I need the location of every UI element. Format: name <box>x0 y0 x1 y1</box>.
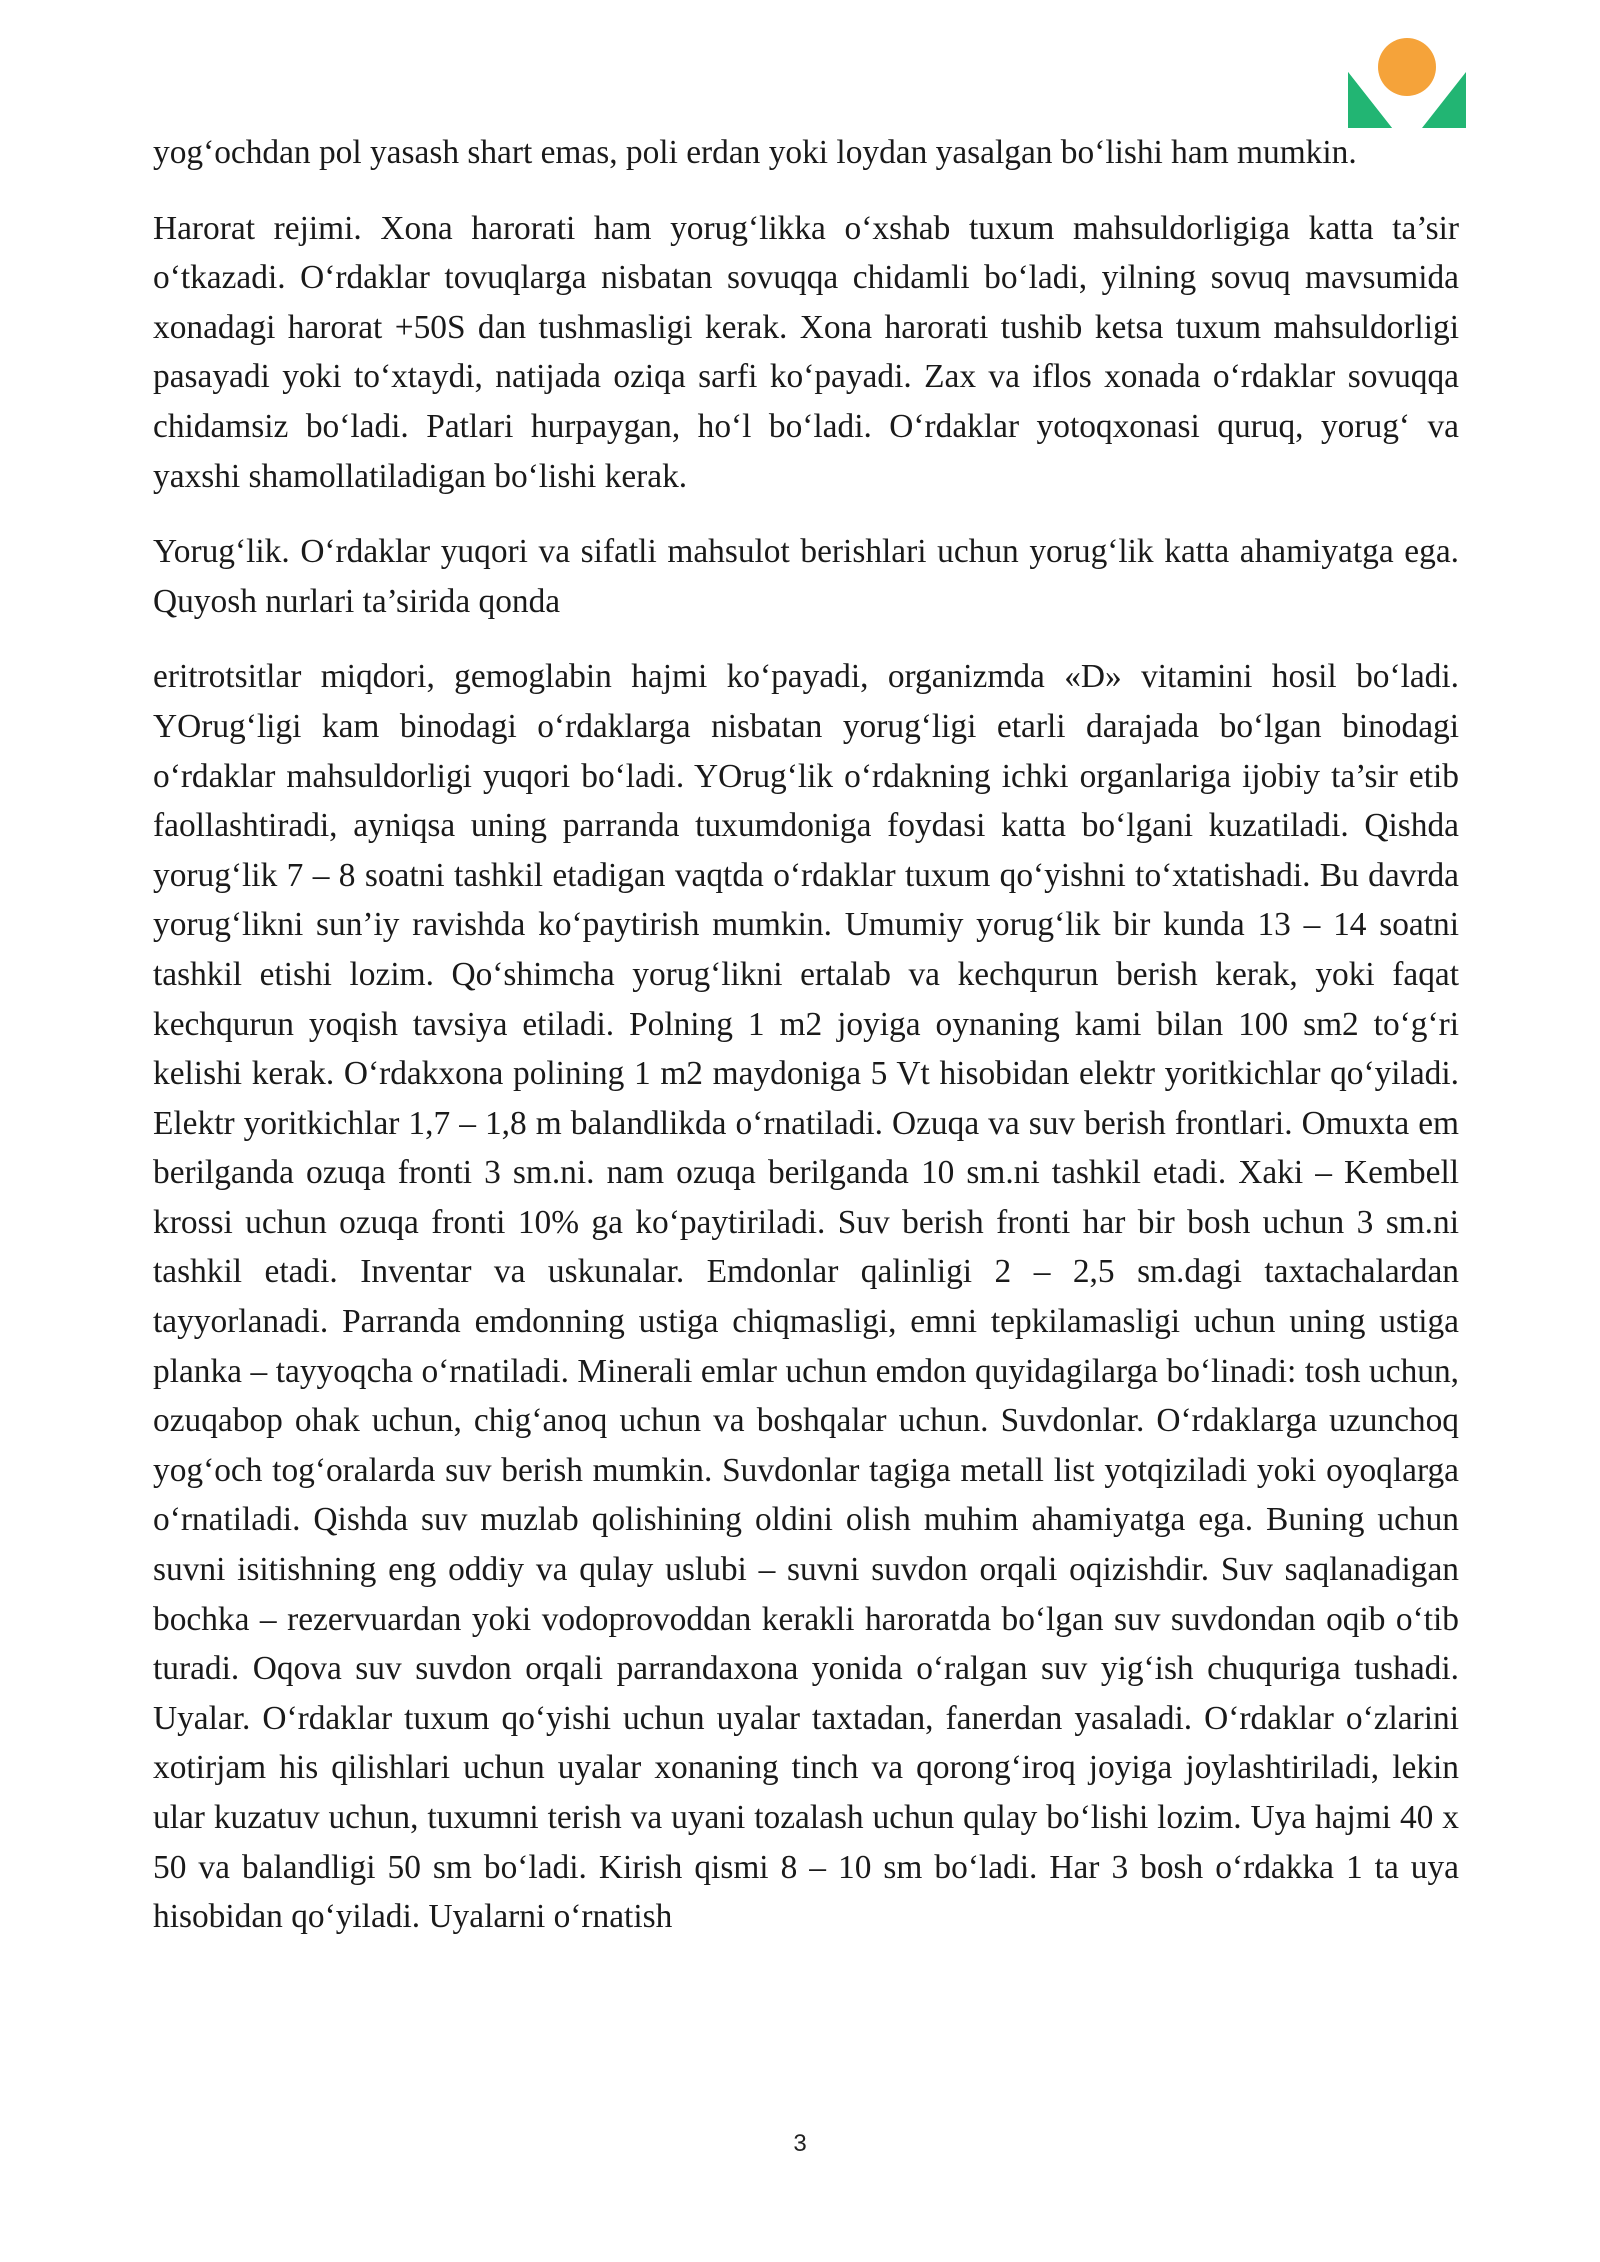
paragraph: yog‘ochdan pol yasash shart emas, poli erdan yoki loydan yasalgan bo‘lishi ham mumkin. <box>153 134 1357 171</box>
paragraph: Yorug‘lik. O‘rdaklar yuqori va sifatli mahsulot berishlari uchun yorug‘lik katta ahamiyatga ega. Quyosh nurlari ta’sirida qonda <box>153 533 1459 620</box>
sun-over-valley-logo-icon <box>1348 34 1466 128</box>
document-body <box>153 128 1459 1968</box>
page-number: 3 <box>793 2130 807 2157</box>
paragraph: Harorat rejimi. Xona harorati ham yorug‘likka o‘xshab tuxum mahsuldorligiga katta ta’sir o‘tkazadi. O‘rdaklar tovuqlarga nisbatan sovuqqa chidamli bo‘ladi, yilning sovuq mavsumida xonadagi harorat +50S dan tushmasligi kerak. Xona harorati tushib ketsa tuxum mahsuldorligi pasayadi yoki to‘xtaydi, natijada oziqa sarfi ko‘payadi. Zax va iflos xonada o‘rdaklar sovuqqa chidamsiz bo‘ladi. Patlari hurpaygan, ho‘l bo‘ladi. O‘rdaklar yotoqxonasi quruq, yorug‘ va yaxshi shamollatiladigan bo‘lishi kerak. <box>153 209 1459 495</box>
paragraph: eritrotsitlar miqdori, gemoglabin hajmi ko‘payadi, organizmda «D» vitamini hosil bo‘ladi. YOrug‘ligi kam binodagi o‘rdaklarga nisbatan yorug‘ligi etarli darajada bo‘lgan binodagi o‘rdaklar mahsuldorligi yuqori bo‘ladi. YOrug‘lik o‘rdakning ichki organlariga ijobiy ta’sir etib faollashtiradi, ayniqsa uning parranda tuxumdoniga foydasi katta bo‘lgani kuzatiladi. Qishda yorug‘lik 7 – 8 soatni tashkil etadigan vaqtda o‘rdaklar tuxum qo‘yishni to‘xtatishadi. Bu davrda yorug‘likni sun’iy ravishda ko‘paytirish mumkin. Umumiy yorug‘lik bir kunda 13 – 14 soatni tashkil etishi lozim. Qo‘shimcha yorug‘likni ertalab va kechqurun berish kerak, yoki faqat kechqurun yoqish tavsiya etiladi. Polning 1 m2 joyiga oynaning kami bilan 100 sm2 to‘g‘ri kelishi kerak. O‘rdakxona polining 1 m2 maydoniga 5 Vt hisobidan elektr yoritkichlar qo‘yiladi. Elektr yoritkichlar 1,7 – 1,8 m balandlikda o‘rnatiladi. Ozuqa va suv berish frontlari. Omuxta em berilganda ozuqa fronti 3 sm.ni. nam ozuqa berilganda 10 sm.ni tashkil etadi. Xaki – Kembell krossi uchun ozuqa fronti 10% ga ko‘paytiriladi. Suv berish fronti har bir bosh uchun 3 sm.ni tashkil etadi. Inventar va uskunalar. Emdonlar qalinligi 2 – 2,5 sm.dagi taxtachalardan tayyorlanadi. Parranda emdonning ustiga chiqmasligi, emni tepkilamasligi uchun uning ustiga planka – tayyoqcha o‘rnatiladi. Minerali emlar uchun emdon quyidagilarga bo‘linadi: tosh uchun, ozuqabop ohak uchun, chig‘anoq uchun va boshqalar uchun. Suvdonlar. O‘rdaklarga uzunchoq yog‘och tog‘oralarda suv berish mumkin. Suvdonlar tagiga metall list yotqiziladi yoki oyoqlarga o‘rnatiladi. Qishda suv muzlab qolishining oldini olish muhim ahamiyatga ega. Buning uchun suvni isitishning eng oddiy va qulay uslubi – suvni suvdon orqali oqizishdir. Suv saqlanadigan bochka – rezervuardan yoki vodoprovoddan kerakli haroratda bo‘lgan suv suvdondan oqib o‘tib turadi. Oqova suv suvdon orqali parrandaxona yonida o‘ralgan suv yig‘ish chuquriga tushadi. Uyalar. O‘rdaklar tuxum qo‘yishi uchun uyalar taxtadan, fanerdan yasaladi. O‘rdaklar o‘zlarini xotirjam his qilishlari uchun uyalar xonaning tinch va qorong‘iroq joyiga joylashtiriladi, lekin ular kuzatuv uchun, tuxumni terish va uyani tozalash uchun qulay bo‘lishi lozim. Uya hajmi 40 x 50 va balandligi 50 sm bo‘ladi. Kirish qismi 8 – 10 sm bo‘ladi. Har 3 bosh o‘rdakka 1 ta uya hisobidan qo‘yiladi. Uyalarni o‘rnatish <box>153 658 1459 1936</box>
